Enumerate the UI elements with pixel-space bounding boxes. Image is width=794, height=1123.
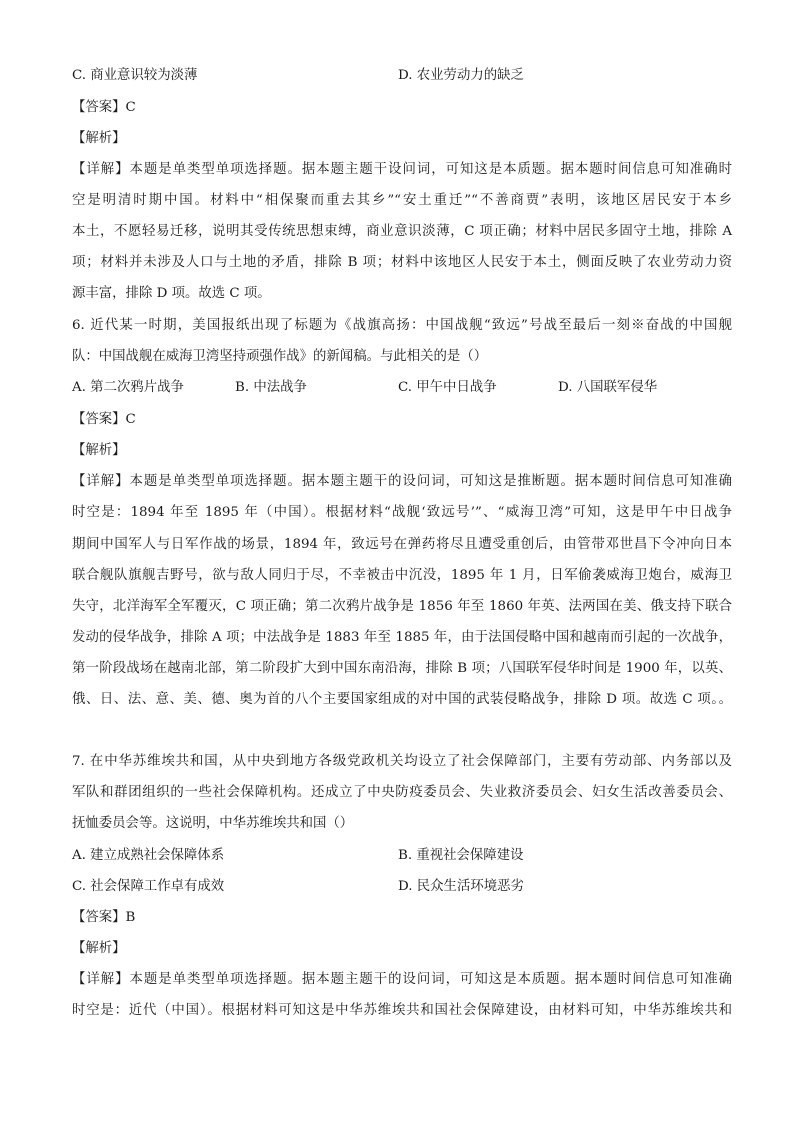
- q6-option-d: D. 八国联军侵华: [558, 380, 658, 395]
- q6-explanation-line: 【详解】本题是单类型单项选择题。据本题主题干的设问词，可知这是推断题。据本题时间信息可知准确: [72, 474, 732, 489]
- q5-answer: 【答案】C: [72, 100, 136, 115]
- q6-explanation-line: 俄、日、法、意、美、德、奥为首的八个主要国家组成的对中国的武装侵略战争，排除 D 项。故选 C 项。。: [72, 692, 732, 707]
- q7-explanation-line: 时空是：近代（中国）。根据材料可知这是中华苏维埃共和国社会保障建设，由材料可知，中华苏维埃共和: [72, 1003, 732, 1018]
- q6-stem-line: 6. 近代某一时期，美国报纸出现了标题为《战旗高扬：中国战舰“致远”号战至最后一刻※奋战的中国舰: [72, 318, 732, 333]
- q6-explanation-line: 联合舰队旗舰吉野号，欲与敌人同归于尽，不幸被击中沉没，1895 年 1 月，日军偷袭威海卫炮台，威海卫: [72, 568, 732, 583]
- q6-option-c: C. 甲午中日战争: [398, 380, 497, 395]
- q6-explanation-line: 时空是：1894 年至 1895 年（中国）。根据材料“战舰‘致远号’”、“威海卫湾”可知，这是甲午中日战争: [72, 505, 732, 520]
- q6-answer: 【答案】C: [72, 412, 136, 427]
- q6-analysis-label: 【解析】: [72, 443, 126, 458]
- q7-option-a: A. 建立成熟社会保障体系: [72, 848, 225, 863]
- q7-stem-line: 抚恤委员会等。这说明，中华苏维埃共和国（）: [72, 816, 354, 831]
- q6-option-a: A. 第二次鸦片战争: [72, 380, 184, 395]
- q6-explanation-line: 发动的侵华战争，排除 A 项；中法战争是 1883 年至 1885 年，由于法国侵略中国和越南而引起的一次战争，: [72, 630, 732, 645]
- q5-option-c: C. 商业意识较为淡薄: [72, 68, 198, 83]
- q7-option-b: B. 重视社会保障建设: [398, 848, 524, 863]
- q5-option-d: D. 农业劳动力的缺乏: [398, 68, 524, 83]
- q6-stem-line: 队：中国战舰在威海卫湾坚持顽强作战》的新闻稿。与此相关的是（）: [72, 349, 488, 364]
- q6-explanation-line: 第一阶段战场在越南北部，第二阶段扩大到中国东南沿海，排除 B 项；八国联军侵华时间是 1900 年，以英、: [72, 661, 732, 676]
- q6-explanation-line: 期间中国军人与日军作战的场景，1894 年，致远号在弹药将尽且遭受重创后，由管带邓世昌下令冲向日本: [72, 537, 732, 552]
- q7-stem-line: 军队和群团组织的一些社会保障机构。还成立了中央防疫委员会、失业救济委员会、妇女生活改善委员会、: [72, 785, 732, 800]
- q5-analysis-label: 【解析】: [72, 131, 126, 146]
- q7-option-d: D. 民众生活环境恶劣: [398, 879, 524, 894]
- q7-analysis-label: 【解析】: [72, 941, 126, 956]
- q5-explanation-line: 【详解】本题是单类型单项选择题。据本题主题干设问词，可知这是本质题。据本题时间信息可知准确时: [72, 162, 732, 177]
- q5-explanation-line: 本土，不愿轻易迁移，说明其受传统思想束缚，商业意识淡薄，C 项正确；材料中居民多固守土地，排除 A: [72, 224, 732, 239]
- q5-explanation-line: 项；材料并未涉及人口与土地的矛盾，排除 B 项；材料中该地区人民安于本土，侧面反映了农业劳动力资: [72, 255, 732, 270]
- q7-option-c: C. 社会保障工作卓有成效: [72, 879, 225, 894]
- q7-stem-line: 7. 在中华苏维埃共和国，从中央到地方各级党政机关均设立了社会保障部门，主要有劳动部、内务部以及: [72, 754, 732, 769]
- q5-explanation-line: 源丰富，排除 D 项。故选 C 项。: [72, 286, 271, 301]
- q7-answer: 【答案】B: [72, 910, 136, 925]
- q5-explanation-line: 空是明清时期中国。材料中“相保聚而重去其乡”“安土重迁”“不善商贾”表明，该地区居民安于本乡: [72, 193, 732, 208]
- q7-explanation-line: 【详解】本题是单类型单项选择题。据本题主题干的设问词，可知这是本质题。据本题时间信息可知准确: [72, 972, 732, 987]
- q6-explanation-line: 失守，北洋海军全军覆灭，C 项正确；第二次鸦片战争是 1856 年至 1860 年英、法两国在美、俄支持下联合: [72, 599, 732, 614]
- q6-option-b: B. 中法战争: [235, 380, 307, 395]
